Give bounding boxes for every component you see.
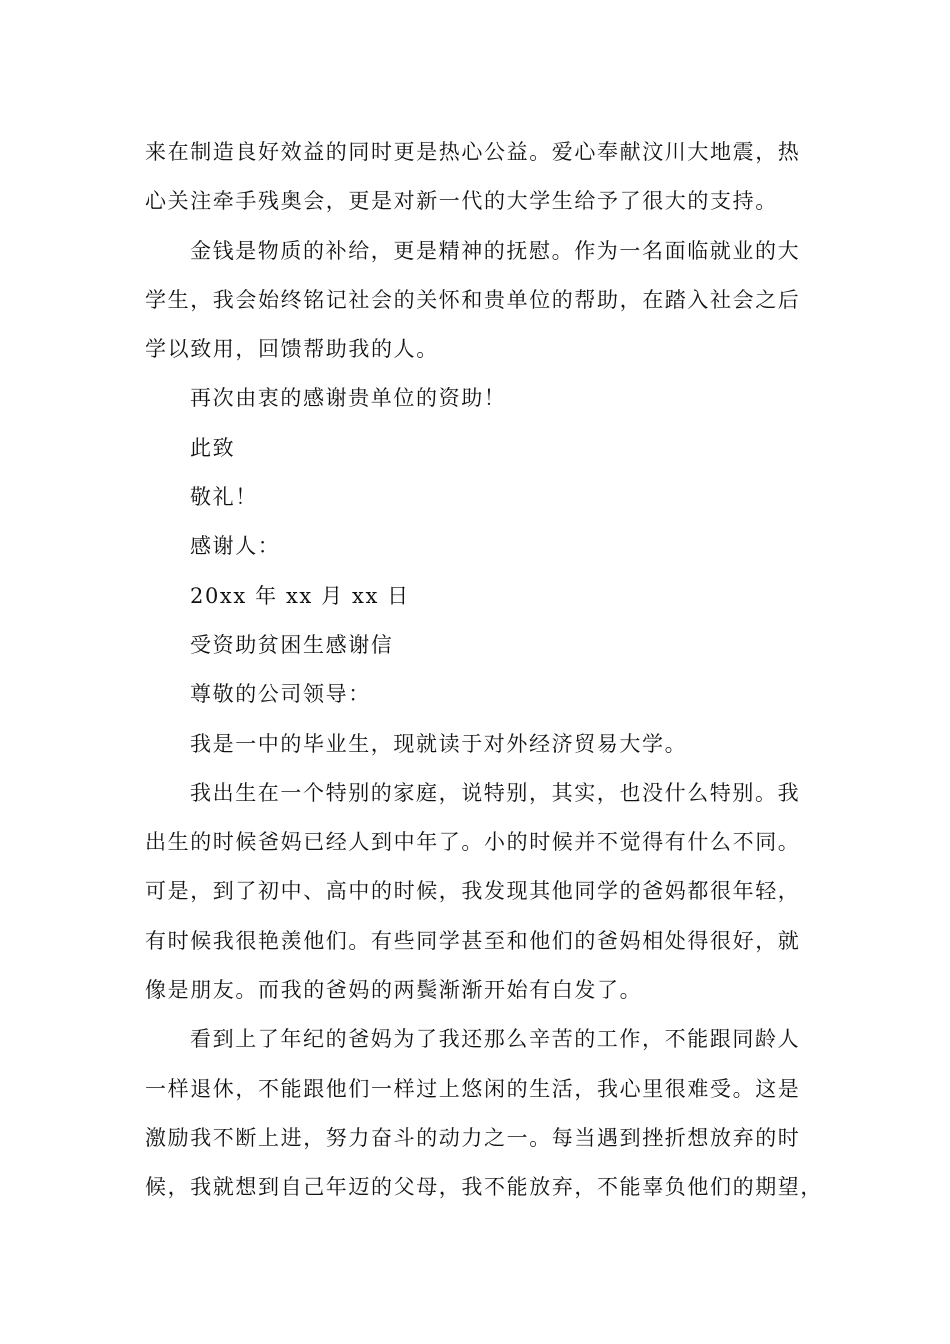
text-line: 受资助贫困生感谢信 <box>190 632 394 657</box>
text-line: 金钱是物质的补给，更是精神的抚慰。作为一名面临就业的大 <box>190 238 801 263</box>
text-line: 感谢人： <box>190 534 281 559</box>
text-line: 我出生在一个特别的家庭，说特别，其实，也没什么特别。我 <box>190 780 801 805</box>
text-line: 20xx 年 xx 月 xx 日 <box>190 583 410 608</box>
text-line: 再次由衷的感谢贵单位的资助！ <box>190 386 507 411</box>
text-line: 可是，到了初中、高中的时候，我发现其他同学的爸妈都很年轻， <box>145 879 801 904</box>
text-line: 此致 <box>190 435 236 460</box>
text-line: 激励我不断上进，努力奋斗的动力之一。每当遇到挫折想放弃的时 <box>145 1125 801 1150</box>
text-line: 看到上了年纪的爸妈为了我还那么辛苦的工作，不能跟同龄人 <box>190 1027 801 1052</box>
text-line: 我是一中的毕业生，现就读于对外经济贸易大学。 <box>190 731 688 756</box>
text-line: 像是朋友。而我的爸妈的两鬓渐渐开始有白发了。 <box>145 978 643 1003</box>
text-line: 有时候我很艳羡他们。有些同学甚至和他们的爸妈相处得很好，就 <box>145 928 801 953</box>
text-line: 学以致用，回馈帮助我的人。 <box>145 337 439 362</box>
text-line: 候，我就想到自己年迈的父母，我不能放弃，不能辜负他们的期望， <box>145 1175 823 1200</box>
text-line: 学生，我会始终铭记社会的关怀和贵单位的帮助，在踏入社会之后 <box>145 287 801 312</box>
text-line: 尊敬的公司领导： <box>190 682 371 707</box>
text-line: 一样退休，不能跟他们一样过上悠闲的生活，我心里很难受。这是 <box>145 1076 801 1101</box>
text-line: 来在制造良好效益的同时更是热心公益。爱心奉献汶川大地震，热 <box>145 140 801 164</box>
text-line: 出生的时候爸妈已经人到中年了。小的时候并不觉得有什么不同。 <box>145 830 801 855</box>
text-line: 敬礼！ <box>190 485 258 510</box>
text-line: 心关注牵手残奥会，更是对新一代的大学生给予了很大的支持。 <box>145 189 778 214</box>
document-body <box>145 128 825 1213</box>
